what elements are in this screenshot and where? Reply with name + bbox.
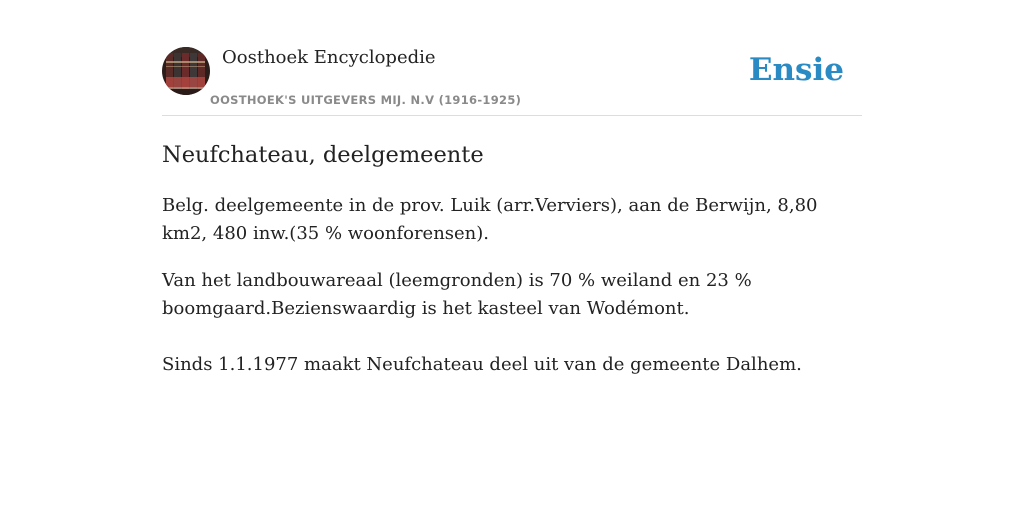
ensie-logo[interactable]: Ensie <box>748 52 844 88</box>
article-paragraph: Belg. deelgemeente in de prov. Luik (arr.Verviers), aan de Berwijn, 8,80 km2, 480 inw.(35 % woonforensen). <box>162 195 818 244</box>
source-name-link[interactable]: Oosthoek Encyclopedie <box>222 47 436 68</box>
article-body <box>162 192 862 379</box>
article-paragraph: Sinds 1.1.1977 maakt Neufchateau deel uit van de gemeente Dalhem. <box>162 354 802 375</box>
book-spines-icon[interactable] <box>162 47 210 95</box>
article-paragraph: Van het landbouwareaal (leemgronden) is 70 % weiland en 23 % boomgaard.Bezienswaardig is het kasteel van Wodémont. <box>162 270 752 319</box>
page-title: Neufchateau, deelgemeente <box>162 142 484 168</box>
publisher-label: OOSTHOEK'S UITGEVERS MIJ. N.V (1916-1925) <box>210 93 522 107</box>
source-header <box>162 46 862 116</box>
